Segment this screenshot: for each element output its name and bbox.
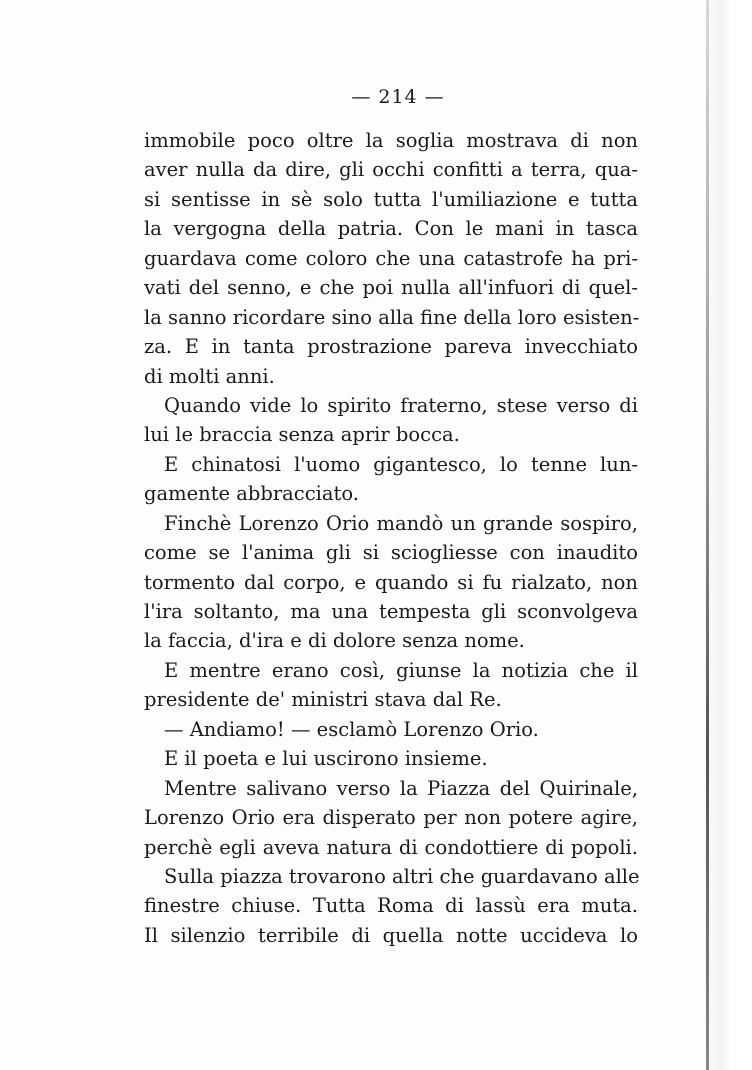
page-number: — 214 —: [351, 86, 445, 108]
text-line: lui le braccia senza aprir bocca.: [144, 423, 460, 447]
paragraph: [144, 862, 638, 950]
text-line: E mentre erano così, giunse la notizia che il: [164, 658, 638, 682]
text-line: Il silenzio terribile di quella notte uccideva lo: [144, 923, 638, 947]
paragraph: [144, 774, 638, 862]
page-edge-line: [706, 0, 709, 1070]
body-text: [144, 126, 638, 950]
text-line: — Andiamo! — esclamò Lorenzo Orio.: [164, 717, 539, 741]
text-line: tormento dal corpo, e quando si fu rialzato, non: [144, 570, 638, 594]
text-line: gamente abbracciato.: [144, 482, 359, 506]
text-line: vati del senno, e che poi nulla all'infuori di quel-: [144, 276, 638, 300]
text-line: immobile poco oltre la soglia mostrava di non: [144, 129, 638, 152]
text-line: guardava come coloro che una catastrofe ha pri-: [144, 246, 638, 270]
paragraph: [144, 126, 638, 391]
text-line: finestre chiuse. Tutta Roma di lassù era muta.: [144, 894, 638, 918]
paragraph: [144, 744, 638, 773]
text-line: si sentisse in sè solo tutta l'umiliazione e tutta: [144, 187, 638, 211]
text-line: E chinatosi l'uomo gigantesco, lo tenne lun-: [164, 452, 638, 476]
paragraph: [144, 715, 638, 744]
text-line: za. E in tanta prostrazione pareva invecchiato: [144, 335, 638, 359]
text-line: la faccia, d'ira e di dolore senza nome.: [144, 629, 525, 653]
paragraph: [144, 450, 638, 509]
text-line: perchè egli aveva natura di condottiere di popoli.: [144, 835, 638, 859]
text-line: la sanno ricordare sino alla fine della loro esisten-: [144, 305, 640, 329]
text-line: aver nulla da dire, gli occhi confitti a terra, qua-: [144, 158, 638, 182]
text-line: Sulla piazza trovarono altri che guardavano alle: [164, 864, 640, 888]
text-line: Mentre salivano verso la Piazza del Quirinale,: [164, 776, 638, 800]
text-line: E il poeta e lui uscirono insieme.: [164, 747, 488, 771]
paragraph: [144, 656, 638, 715]
text-line: l'ira soltanto, ma una tempesta gli sconvolgeva: [144, 600, 638, 623]
text-line: di molti anni.: [144, 364, 275, 388]
text-line: come se l'anima gli si sciogliesse con inaudito: [144, 541, 638, 565]
text-line: Finchè Lorenzo Orio mandò un grande sospiro,: [164, 511, 638, 535]
text-line: presidente de' ministri stava dal Re.: [144, 688, 502, 712]
text-line: Quando vide lo spirito fraterno, stese verso di: [164, 393, 638, 417]
paragraph: [144, 509, 638, 656]
paragraph: [144, 391, 638, 450]
text-line: la vergogna della patria. Con le mani in tasca: [144, 217, 638, 241]
text-line: Lorenzo Orio era disperato per non potere agire,: [144, 806, 638, 830]
